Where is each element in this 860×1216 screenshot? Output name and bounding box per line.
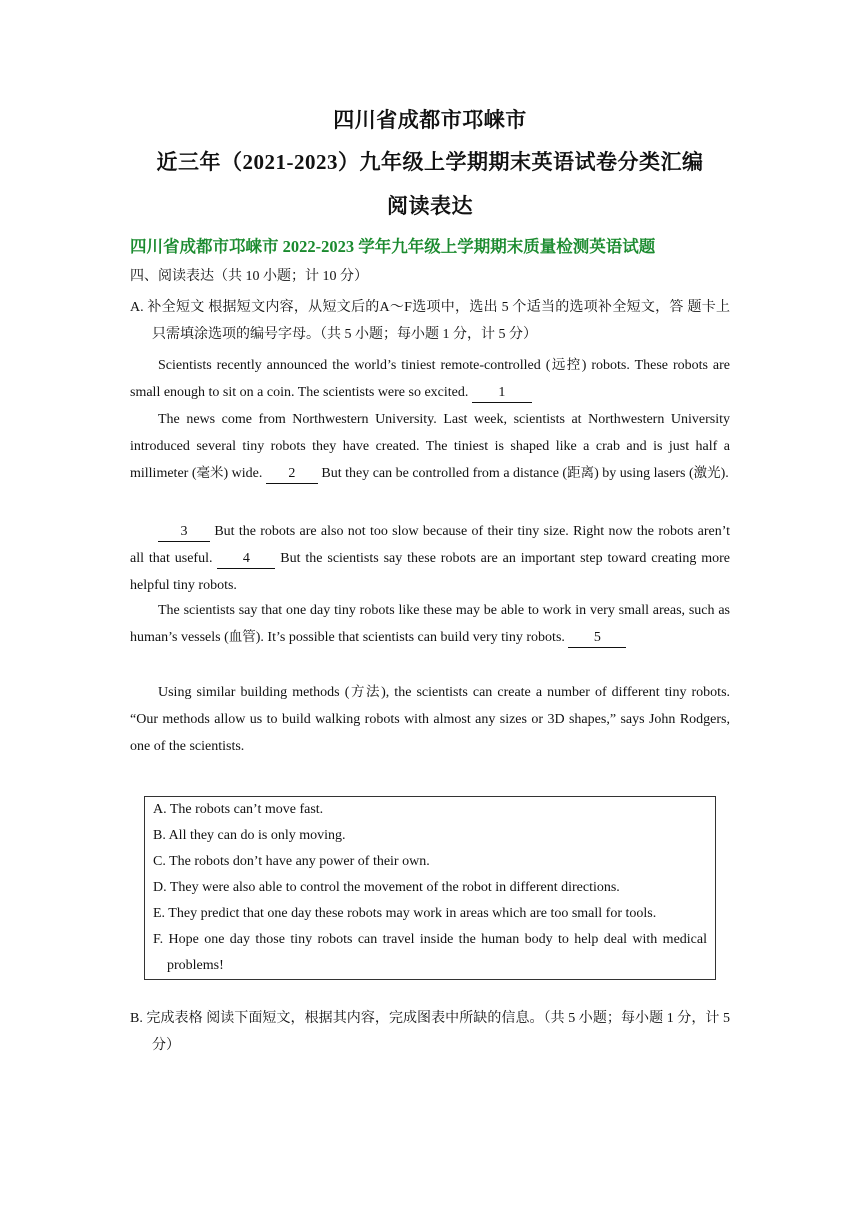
- title-line-3: 阅读表达: [387, 194, 473, 218]
- option-e: E. They predict that one day these robots may work in areas which are too small for tools.: [153, 906, 657, 921]
- part-a-instruction-1: 补全短文 根据短文内容，从短文后的A～F选项中，选出 5 个适当的选项补全短文，答: [147, 300, 684, 315]
- option-b: B. All they can do is only moving.: [153, 828, 346, 843]
- option-d: D. They were also able to control the movement of the robot in different directions.: [153, 880, 620, 895]
- option-f: F. Hope one day those tiny robots can travel inside the human body to help deal with medical problems!: [153, 932, 707, 973]
- part-b-instruction-text: 完成表格 阅读下面短文，根据其内容，完成图表中所缺的信息。（共 5 小题；每小题 1 分，计 5 分）: [146, 1011, 731, 1053]
- title-line-1: 四川省成都市邛崃市: [333, 108, 527, 132]
- answer-blank-2: 2: [266, 465, 318, 484]
- option-a: A. The robots can’t move fast.: [153, 802, 324, 817]
- passage-paragraph-1: Scientists recently announced the world’s tiniest remote-controlled (远控) robots. These robots are small enough to sit on a coin. The scientists were so excited. 1: [130, 352, 730, 406]
- exam-source-heading: 四川省成都市邛崃市 2022-2023 学年九年级上学期期末质量检测英语试题: [130, 237, 656, 256]
- options-box: [144, 796, 716, 980]
- answer-blank-4: 4: [217, 550, 275, 569]
- answer-blank-3: 3: [158, 523, 210, 542]
- passage-paragraph-2: The news come from Northwestern University. Last week, scientists at Northwestern University introduced several tiny robots they have created. The tiniest is shaped like a crab and is just half a millimeter (毫米) wide. 2 But they can be controlled from a distance (距离) by using lasers (激光).: [130, 406, 730, 487]
- passage-paragraph-4: The scientists say that one day tiny robots like these may be able to work in very small areas, such as human’s vessels (血管). It’s possible that scientists can build very tiny robots. 5: [130, 597, 730, 651]
- passage-paragraph-5: Using similar building methods (方法), the scientists can create a number of different tiny robots. “Our methods allow us to build walking robots with almost any sizes or 3D shapes,” says John Rodgers, one of the scientists.: [130, 684, 731, 754]
- title-line-2: 近三年（2021-2023）九年级上学期期末英语试卷分类汇编: [156, 150, 704, 174]
- answer-blank-1: 1: [472, 384, 532, 403]
- part-a-label: A.: [130, 300, 144, 315]
- option-c: C. The robots don’t have any power of their own.: [153, 854, 430, 869]
- part-a-instruction-2: 题卡上只需填涂选项的编号字母。（共 5 小题；每小题 1 分，计 5 分）: [152, 300, 731, 342]
- part-b-label: B.: [130, 1011, 143, 1026]
- answer-blank-5: 5: [568, 629, 626, 648]
- passage-paragraph-3: 3 But the robots are also not too slow because of their tiny size. Right now the robots aren’t all that useful. 4 But the scientists say these robots are an important step toward creating more helpful tiny robots.: [130, 524, 731, 593]
- part-a-instruction: [130, 294, 730, 348]
- section-heading: 四、阅读表达（共 10 小题；计 10 分）: [130, 269, 368, 284]
- part-b-instruction: [130, 1005, 730, 1059]
